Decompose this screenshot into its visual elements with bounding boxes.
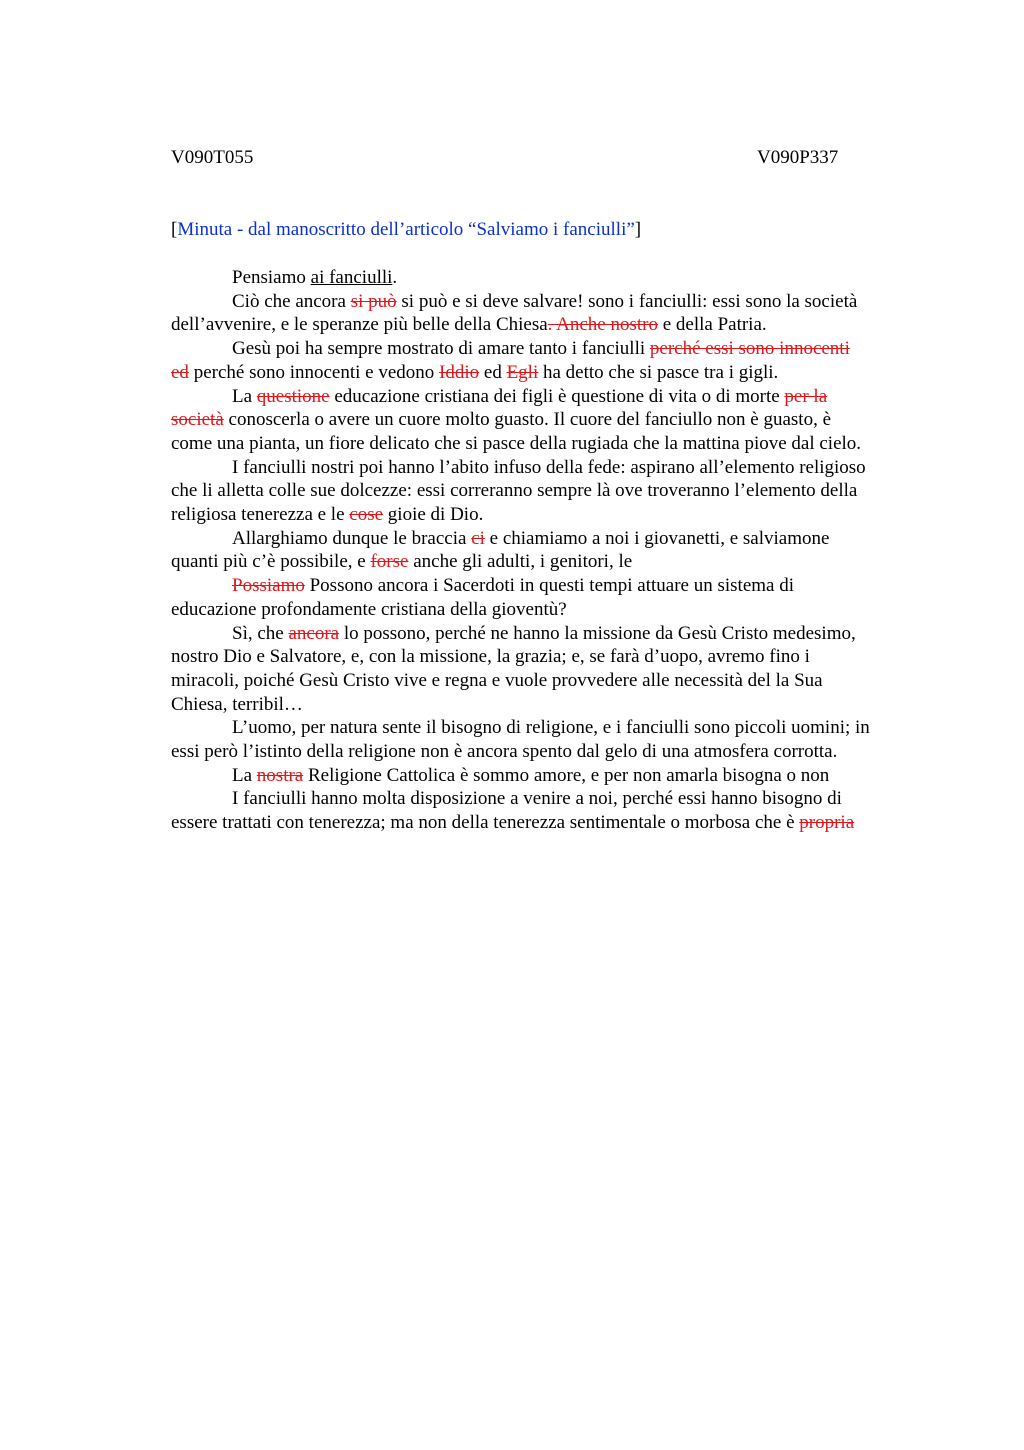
paragraph [171,574,939,621]
text-run: perché sono innocenti e vedono [188,361,440,383]
text-run: . [392,267,398,288]
text-run: L’uomo, per natura sente il bisogno di religione, e i fanciulli sono piccoli uomini; in [232,717,870,739]
text-run: Ciò che ancora [232,290,351,312]
text-run: Sì, che [232,622,289,644]
text-run: conoscerla o avere un cuore molto guasto. Il cuore del fanciullo non è guasto, è [223,409,832,431]
document-code-left: V090T055 [171,147,254,168]
deleted-text: questione [256,385,330,407]
text-run: ed [479,361,507,383]
deleted-text: ed [171,361,189,383]
paragraph [171,266,939,290]
text-run: Gesù poi ha sempre mostrato di amare tanto i fanciulli [232,338,650,360]
text-run: quanti più c’è possibile, e [171,551,371,573]
text-run: si può e si deve salvare! sono i fanciulli: essi sono la società [396,290,858,312]
deleted-text: Possiamo [232,575,305,597]
text-run: e della Patria. [657,314,767,336]
document-code-right: V090P337 [757,147,839,168]
deleted-text: perché essi sono innocenti [649,338,850,360]
paragraph [171,290,939,337]
text-run: anche gli adulti, i genitori, le [408,551,633,573]
paragraph [171,456,939,527]
text-run: come una pianta, un fiore delicato che si pasce della rugiada che la mattina piove dal cielo. [171,432,862,454]
text-run: educazione cristiana dei figli è questione di vita o di morte [329,385,785,407]
text-run: gioie di Dio. [383,504,484,526]
paragraph [171,385,939,456]
text-run: essi però l’istinto della religione non è ancora spento dal gelo di una atmosfera corrotta. [171,741,838,763]
text-run: dell’avvenire, e le speranze più belle della Chiesa [171,314,548,336]
paragraph [171,787,939,834]
title-text: Minuta - dal manoscritto dell’articolo “Salviamo i fanciulli” [177,219,635,240]
text-run: I fanciulli hanno molta disposizione a venire a noi, perché essi hanno bisogno di [232,788,842,810]
text-run: miracoli, poiché Gesù Cristo vive e regna e vuole provvedere alle necessità del la Sua [171,669,823,691]
deleted-text: per la [784,385,828,407]
text-run: Pensiamo [232,267,311,288]
document-title [171,218,641,242]
text-run: Chiesa, terribil… [171,693,303,715]
text-run: Religione Cattolica è sommo amore, e per non amarla bisogna o non [303,764,830,786]
underlined-text: ai fanciulli [310,267,393,288]
text-run: nostro Dio e Salvatore, e, con la missione, la grazia; e, se farà d’uopo, avremo fino i [171,646,810,668]
text-run: I fanciulli nostri poi hanno l’abito infuso della fede: aspirano all’elemento religioso [232,456,866,478]
text-run: La [232,385,257,407]
text-run: ha detto che si pasce tra i gigli. [538,361,779,383]
paragraph [171,716,939,763]
deleted-text: Egli [506,361,539,383]
text-run: lo possono, perché ne hanno la missione da Gesù Cristo medesimo, [339,622,856,644]
deleted-text: . Anche nostro [547,314,658,336]
text-run: Allarghiamo dunque le braccia [232,527,472,549]
deleted-text: società [171,409,224,431]
text-run: che li alletta colle sue dolcezze: essi correranno sempre là ove troveranno l’elemento della [171,480,858,502]
title-bracket-open: [ [171,219,178,240]
deleted-text: cose [349,504,384,526]
paragraph [171,337,939,384]
paragraph [171,764,939,788]
deleted-text: ancora [288,622,340,644]
deleted-text: Iddio [439,361,480,383]
text-run: religiosa tenerezza e le [171,504,350,526]
document-body [171,266,939,835]
text-run: La [232,764,257,786]
deleted-text: forse [370,551,409,573]
paragraph [171,622,939,717]
title-bracket-close: ] [634,219,642,240]
text-run: essere trattati con tenerezza; ma non della tenerezza sentimentale o morbosa che è [171,812,800,834]
deleted-text: si può [350,290,397,312]
text-run: educazione profondamente cristiana della gioventù? [171,598,567,620]
deleted-text: nostra [256,764,304,786]
deleted-text: propria [799,812,855,834]
text-run: Possono ancora i Sacerdoti in questi tempi attuare un sistema di [304,575,795,597]
text-run: e chiamiamo a noi i giovanetti, e salviamone [484,527,830,549]
paragraph [171,527,939,574]
deleted-text: ci [471,527,485,549]
